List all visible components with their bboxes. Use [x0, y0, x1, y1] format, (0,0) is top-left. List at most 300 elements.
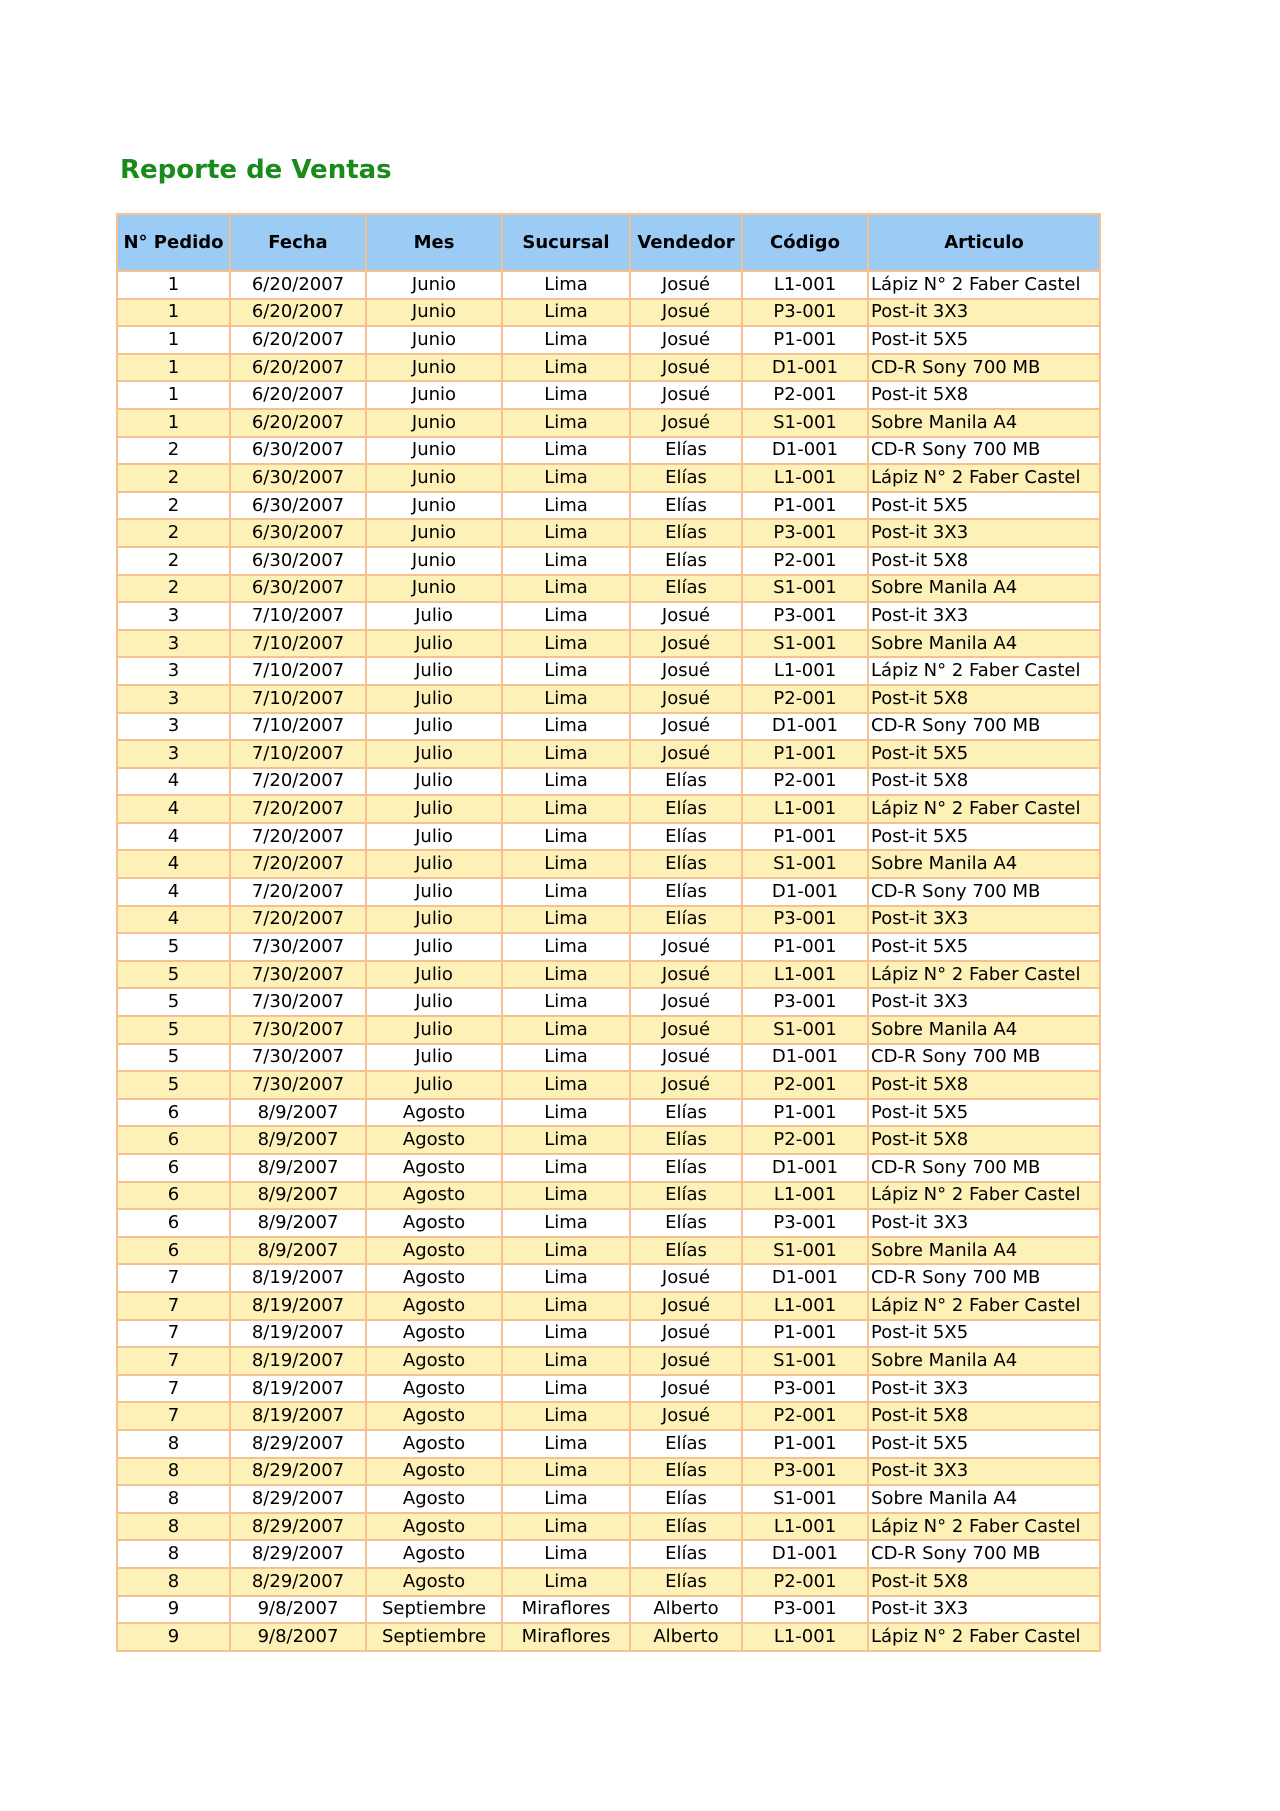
- cell-articulo: Post-it 5X8: [868, 381, 1100, 409]
- cell-articulo: Sobre Manila A4: [868, 850, 1100, 878]
- cell-sucursal: Lima: [502, 575, 630, 603]
- table-row: [117, 547, 1100, 575]
- table-row: [117, 381, 1100, 409]
- cell-vendedor: Josué: [630, 409, 742, 437]
- table-row: [117, 602, 1100, 630]
- cell-fecha: 7/10/2007: [230, 602, 366, 630]
- table-row: [117, 1347, 1100, 1375]
- cell-codigo: L1-001: [742, 961, 868, 989]
- cell-n-pedido: 1: [117, 326, 230, 354]
- cell-vendedor: Josué: [630, 1071, 742, 1099]
- table-row: [117, 630, 1100, 658]
- cell-sucursal: Lima: [502, 1209, 630, 1237]
- cell-n-pedido: 7: [117, 1375, 230, 1403]
- cell-sucursal: Lima: [502, 988, 630, 1016]
- cell-articulo: Lápiz N° 2 Faber Castel: [868, 1513, 1100, 1541]
- cell-n-pedido: 3: [117, 630, 230, 658]
- cell-codigo: P1-001: [742, 1430, 868, 1458]
- cell-articulo: CD-R Sony 700 MB: [868, 1540, 1100, 1568]
- cell-vendedor: Josué: [630, 1375, 742, 1403]
- cell-vendedor: Josué: [630, 933, 742, 961]
- cell-mes: Julio: [366, 933, 502, 961]
- cell-articulo: Post-it 5X8: [868, 547, 1100, 575]
- cell-fecha: 8/19/2007: [230, 1347, 366, 1375]
- cell-fecha: 8/9/2007: [230, 1237, 366, 1265]
- cell-vendedor: Elías: [630, 1154, 742, 1182]
- cell-mes: Agosto: [366, 1513, 502, 1541]
- cell-fecha: 6/30/2007: [230, 547, 366, 575]
- cell-mes: Julio: [366, 713, 502, 741]
- cell-codigo: S1-001: [742, 1485, 868, 1513]
- cell-fecha: 7/20/2007: [230, 795, 366, 823]
- cell-sucursal: Lima: [502, 1264, 630, 1292]
- cell-sucursal: Lima: [502, 381, 630, 409]
- cell-vendedor: Josué: [630, 299, 742, 327]
- cell-articulo: Post-it 5X8: [868, 1568, 1100, 1596]
- cell-n-pedido: 1: [117, 409, 230, 437]
- cell-articulo: Sobre Manila A4: [868, 1237, 1100, 1265]
- header-fecha: Fecha: [230, 214, 366, 271]
- cell-fecha: 7/20/2007: [230, 768, 366, 796]
- cell-sucursal: Miraflores: [502, 1596, 630, 1624]
- table-row: [117, 326, 1100, 354]
- cell-articulo: Post-it 5X5: [868, 1320, 1100, 1348]
- cell-mes: Julio: [366, 768, 502, 796]
- cell-sucursal: Lima: [502, 850, 630, 878]
- cell-fecha: 6/30/2007: [230, 519, 366, 547]
- table-body: [117, 271, 1100, 1651]
- cell-articulo: Sobre Manila A4: [868, 409, 1100, 437]
- cell-fecha: 8/19/2007: [230, 1292, 366, 1320]
- cell-vendedor: Elías: [630, 850, 742, 878]
- cell-fecha: 7/20/2007: [230, 850, 366, 878]
- cell-vendedor: Josué: [630, 1016, 742, 1044]
- cell-mes: Agosto: [366, 1430, 502, 1458]
- cell-vendedor: Elías: [630, 519, 742, 547]
- cell-mes: Agosto: [366, 1375, 502, 1403]
- cell-fecha: 8/9/2007: [230, 1126, 366, 1154]
- cell-sucursal: Lima: [502, 1044, 630, 1072]
- cell-n-pedido: 8: [117, 1458, 230, 1486]
- table-row: [117, 768, 1100, 796]
- cell-articulo: Lápiz N° 2 Faber Castel: [868, 795, 1100, 823]
- table-row: [117, 1237, 1100, 1265]
- cell-fecha: 6/30/2007: [230, 575, 366, 603]
- cell-codigo: P1-001: [742, 1099, 868, 1127]
- table-row: [117, 1264, 1100, 1292]
- page-title: Reporte de Ventas: [120, 155, 392, 185]
- cell-codigo: L1-001: [742, 1623, 868, 1651]
- cell-mes: Junio: [366, 547, 502, 575]
- cell-n-pedido: 8: [117, 1485, 230, 1513]
- cell-sucursal: Lima: [502, 906, 630, 934]
- cell-vendedor: Alberto: [630, 1596, 742, 1624]
- cell-sucursal: Lima: [502, 1485, 630, 1513]
- cell-n-pedido: 5: [117, 1044, 230, 1072]
- cell-codigo: P3-001: [742, 1458, 868, 1486]
- cell-codigo: P2-001: [742, 1126, 868, 1154]
- cell-sucursal: Lima: [502, 1568, 630, 1596]
- cell-vendedor: Elías: [630, 437, 742, 465]
- cell-articulo: Post-it 5X5: [868, 823, 1100, 851]
- cell-vendedor: Elías: [630, 492, 742, 520]
- cell-mes: Julio: [366, 795, 502, 823]
- cell-sucursal: Lima: [502, 823, 630, 851]
- cell-codigo: S1-001: [742, 1347, 868, 1375]
- table-row: [117, 850, 1100, 878]
- table-row: [117, 1623, 1100, 1651]
- cell-fecha: 6/30/2007: [230, 437, 366, 465]
- cell-fecha: 7/20/2007: [230, 906, 366, 934]
- cell-fecha: 8/9/2007: [230, 1154, 366, 1182]
- cell-mes: Julio: [366, 850, 502, 878]
- cell-n-pedido: 4: [117, 850, 230, 878]
- cell-vendedor: Elías: [630, 1182, 742, 1210]
- cell-sucursal: Lima: [502, 409, 630, 437]
- cell-sucursal: Lima: [502, 795, 630, 823]
- cell-vendedor: Josué: [630, 988, 742, 1016]
- cell-n-pedido: 7: [117, 1264, 230, 1292]
- cell-sucursal: Lima: [502, 326, 630, 354]
- cell-articulo: Sobre Manila A4: [868, 1485, 1100, 1513]
- cell-mes: Agosto: [366, 1292, 502, 1320]
- cell-mes: Septiembre: [366, 1596, 502, 1624]
- cell-mes: Agosto: [366, 1209, 502, 1237]
- cell-codigo: P2-001: [742, 768, 868, 796]
- table-row: [117, 823, 1100, 851]
- cell-sucursal: Lima: [502, 657, 630, 685]
- cell-sucursal: Lima: [502, 685, 630, 713]
- cell-n-pedido: 6: [117, 1099, 230, 1127]
- cell-n-pedido: 5: [117, 933, 230, 961]
- cell-vendedor: Josué: [630, 1264, 742, 1292]
- cell-fecha: 8/9/2007: [230, 1209, 366, 1237]
- cell-fecha: 8/19/2007: [230, 1375, 366, 1403]
- cell-articulo: CD-R Sony 700 MB: [868, 878, 1100, 906]
- cell-codigo: S1-001: [742, 1016, 868, 1044]
- table-row: [117, 713, 1100, 741]
- cell-mes: Julio: [366, 1044, 502, 1072]
- cell-vendedor: Elías: [630, 464, 742, 492]
- cell-articulo: Post-it 3X3: [868, 519, 1100, 547]
- cell-codigo: P3-001: [742, 1209, 868, 1237]
- cell-fecha: 7/30/2007: [230, 1071, 366, 1099]
- cell-codigo: P3-001: [742, 602, 868, 630]
- cell-fecha: 8/9/2007: [230, 1182, 366, 1210]
- cell-codigo: P1-001: [742, 326, 868, 354]
- cell-sucursal: Lima: [502, 1375, 630, 1403]
- cell-articulo: Lápiz N° 2 Faber Castel: [868, 464, 1100, 492]
- cell-fecha: 8/9/2007: [230, 1099, 366, 1127]
- cell-mes: Julio: [366, 685, 502, 713]
- cell-sucursal: Lima: [502, 1016, 630, 1044]
- table-row: [117, 1016, 1100, 1044]
- cell-codigo: P1-001: [742, 740, 868, 768]
- table-row: [117, 1485, 1100, 1513]
- cell-codigo: P3-001: [742, 299, 868, 327]
- cell-n-pedido: 1: [117, 354, 230, 382]
- table-row: [117, 1458, 1100, 1486]
- cell-vendedor: Elías: [630, 768, 742, 796]
- cell-vendedor: Josué: [630, 630, 742, 658]
- cell-fecha: 7/30/2007: [230, 1016, 366, 1044]
- cell-codigo: L1-001: [742, 1182, 868, 1210]
- cell-n-pedido: 4: [117, 878, 230, 906]
- cell-n-pedido: 5: [117, 1071, 230, 1099]
- cell-sucursal: Lima: [502, 519, 630, 547]
- cell-n-pedido: 5: [117, 961, 230, 989]
- table-row: [117, 961, 1100, 989]
- cell-sucursal: Lima: [502, 1071, 630, 1099]
- cell-n-pedido: 2: [117, 519, 230, 547]
- cell-codigo: D1-001: [742, 1264, 868, 1292]
- table-row: [117, 1320, 1100, 1348]
- cell-sucursal: Lima: [502, 740, 630, 768]
- cell-articulo: Post-it 5X5: [868, 933, 1100, 961]
- cell-codigo: P1-001: [742, 933, 868, 961]
- cell-n-pedido: 8: [117, 1513, 230, 1541]
- cell-fecha: 8/29/2007: [230, 1485, 366, 1513]
- cell-mes: Julio: [366, 1071, 502, 1099]
- cell-vendedor: Josué: [630, 602, 742, 630]
- cell-articulo: Post-it 5X5: [868, 492, 1100, 520]
- cell-mes: Agosto: [366, 1540, 502, 1568]
- header-codigo: Código: [742, 214, 868, 271]
- cell-mes: Agosto: [366, 1402, 502, 1430]
- table-row: [117, 1182, 1100, 1210]
- cell-n-pedido: 4: [117, 823, 230, 851]
- cell-n-pedido: 3: [117, 685, 230, 713]
- cell-n-pedido: 3: [117, 657, 230, 685]
- cell-codigo: D1-001: [742, 713, 868, 741]
- cell-n-pedido: 5: [117, 988, 230, 1016]
- cell-mes: Agosto: [366, 1099, 502, 1127]
- cell-codigo: S1-001: [742, 575, 868, 603]
- table-row: [117, 1513, 1100, 1541]
- cell-codigo: D1-001: [742, 1540, 868, 1568]
- cell-vendedor: Elías: [630, 823, 742, 851]
- cell-mes: Julio: [366, 740, 502, 768]
- cell-fecha: 7/30/2007: [230, 961, 366, 989]
- cell-n-pedido: 6: [117, 1154, 230, 1182]
- cell-n-pedido: 4: [117, 906, 230, 934]
- cell-articulo: Lápiz N° 2 Faber Castel: [868, 657, 1100, 685]
- table-row: [117, 575, 1100, 603]
- table-row: [117, 464, 1100, 492]
- cell-n-pedido: 6: [117, 1126, 230, 1154]
- cell-mes: Junio: [366, 437, 502, 465]
- cell-codigo: D1-001: [742, 437, 868, 465]
- cell-articulo: Post-it 5X5: [868, 1099, 1100, 1127]
- table-row: [117, 492, 1100, 520]
- cell-articulo: CD-R Sony 700 MB: [868, 354, 1100, 382]
- cell-sucursal: Lima: [502, 1347, 630, 1375]
- cell-articulo: Post-it 5X5: [868, 1430, 1100, 1458]
- table-row: [117, 685, 1100, 713]
- cell-fecha: 6/20/2007: [230, 409, 366, 437]
- cell-fecha: 8/19/2007: [230, 1264, 366, 1292]
- cell-articulo: Sobre Manila A4: [868, 1016, 1100, 1044]
- table-row: [117, 1154, 1100, 1182]
- cell-n-pedido: 6: [117, 1182, 230, 1210]
- cell-n-pedido: 3: [117, 713, 230, 741]
- cell-vendedor: Josué: [630, 381, 742, 409]
- cell-vendedor: Elías: [630, 1485, 742, 1513]
- cell-articulo: Lápiz N° 2 Faber Castel: [868, 961, 1100, 989]
- cell-sucursal: Lima: [502, 933, 630, 961]
- cell-n-pedido: 6: [117, 1209, 230, 1237]
- header-articulo: Articulo: [868, 214, 1100, 271]
- cell-fecha: 7/10/2007: [230, 657, 366, 685]
- cell-codigo: L1-001: [742, 1513, 868, 1541]
- cell-n-pedido: 2: [117, 437, 230, 465]
- cell-codigo: L1-001: [742, 271, 868, 299]
- cell-sucursal: Lima: [502, 1292, 630, 1320]
- cell-mes: Julio: [366, 630, 502, 658]
- cell-articulo: CD-R Sony 700 MB: [868, 1154, 1100, 1182]
- cell-n-pedido: 7: [117, 1320, 230, 1348]
- cell-fecha: 8/19/2007: [230, 1320, 366, 1348]
- table-row: [117, 1292, 1100, 1320]
- cell-codigo: P3-001: [742, 1596, 868, 1624]
- cell-n-pedido: 8: [117, 1540, 230, 1568]
- cell-n-pedido: 9: [117, 1623, 230, 1651]
- cell-articulo: Post-it 5X8: [868, 1126, 1100, 1154]
- table-row: [117, 437, 1100, 465]
- cell-codigo: S1-001: [742, 630, 868, 658]
- cell-articulo: Post-it 3X3: [868, 299, 1100, 327]
- cell-codigo: D1-001: [742, 878, 868, 906]
- cell-sucursal: Lima: [502, 354, 630, 382]
- cell-mes: Julio: [366, 657, 502, 685]
- table-row: [117, 1071, 1100, 1099]
- cell-mes: Agosto: [366, 1458, 502, 1486]
- cell-articulo: Post-it 5X5: [868, 740, 1100, 768]
- cell-n-pedido: 3: [117, 740, 230, 768]
- cell-sucursal: Lima: [502, 878, 630, 906]
- cell-articulo: Post-it 5X8: [868, 685, 1100, 713]
- cell-n-pedido: 8: [117, 1430, 230, 1458]
- cell-n-pedido: 5: [117, 1016, 230, 1044]
- table-row: [117, 1209, 1100, 1237]
- cell-mes: Julio: [366, 961, 502, 989]
- cell-vendedor: Josué: [630, 740, 742, 768]
- cell-codigo: P1-001: [742, 492, 868, 520]
- cell-fecha: 6/30/2007: [230, 464, 366, 492]
- cell-sucursal: Lima: [502, 1402, 630, 1430]
- cell-fecha: 7/20/2007: [230, 823, 366, 851]
- cell-fecha: 8/29/2007: [230, 1513, 366, 1541]
- header-n-pedido: N° Pedido: [117, 214, 230, 271]
- cell-mes: Agosto: [366, 1237, 502, 1265]
- cell-vendedor: Josué: [630, 271, 742, 299]
- cell-fecha: 8/29/2007: [230, 1430, 366, 1458]
- cell-articulo: CD-R Sony 700 MB: [868, 1044, 1100, 1072]
- cell-vendedor: Elías: [630, 906, 742, 934]
- cell-vendedor: Elías: [630, 1237, 742, 1265]
- cell-sucursal: Lima: [502, 630, 630, 658]
- cell-articulo: Lápiz N° 2 Faber Castel: [868, 1623, 1100, 1651]
- table-row: [117, 409, 1100, 437]
- cell-articulo: Post-it 5X5: [868, 326, 1100, 354]
- cell-mes: Junio: [366, 464, 502, 492]
- cell-n-pedido: 3: [117, 602, 230, 630]
- cell-fecha: 8/29/2007: [230, 1540, 366, 1568]
- cell-fecha: 7/20/2007: [230, 878, 366, 906]
- cell-mes: Agosto: [366, 1182, 502, 1210]
- cell-articulo: Post-it 3X3: [868, 1458, 1100, 1486]
- cell-n-pedido: 2: [117, 464, 230, 492]
- cell-articulo: Post-it 3X3: [868, 1209, 1100, 1237]
- cell-vendedor: Josué: [630, 354, 742, 382]
- header-mes: Mes: [366, 214, 502, 271]
- cell-sucursal: Lima: [502, 299, 630, 327]
- cell-sucursal: Lima: [502, 271, 630, 299]
- cell-n-pedido: 7: [117, 1402, 230, 1430]
- cell-vendedor: Josué: [630, 657, 742, 685]
- table-row: [117, 906, 1100, 934]
- cell-mes: Junio: [366, 575, 502, 603]
- cell-fecha: 8/29/2007: [230, 1568, 366, 1596]
- cell-mes: Junio: [366, 354, 502, 382]
- cell-articulo: CD-R Sony 700 MB: [868, 437, 1100, 465]
- cell-sucursal: Lima: [502, 1513, 630, 1541]
- cell-n-pedido: 6: [117, 1237, 230, 1265]
- cell-codigo: P1-001: [742, 1320, 868, 1348]
- cell-fecha: 6/20/2007: [230, 299, 366, 327]
- table-row: [117, 1402, 1100, 1430]
- cell-vendedor: Elías: [630, 1099, 742, 1127]
- cell-n-pedido: 7: [117, 1292, 230, 1320]
- cell-sucursal: Miraflores: [502, 1623, 630, 1651]
- cell-n-pedido: 2: [117, 547, 230, 575]
- cell-mes: Julio: [366, 906, 502, 934]
- table-row: [117, 1596, 1100, 1624]
- cell-vendedor: Josué: [630, 1044, 742, 1072]
- cell-sucursal: Lima: [502, 1430, 630, 1458]
- cell-n-pedido: 2: [117, 575, 230, 603]
- table-header-row: [117, 214, 1100, 271]
- cell-articulo: Sobre Manila A4: [868, 1347, 1100, 1375]
- cell-codigo: L1-001: [742, 795, 868, 823]
- cell-codigo: P2-001: [742, 1071, 868, 1099]
- cell-articulo: Post-it 3X3: [868, 1596, 1100, 1624]
- table-row: [117, 1099, 1100, 1127]
- cell-fecha: 7/10/2007: [230, 740, 366, 768]
- cell-mes: Junio: [366, 381, 502, 409]
- cell-articulo: CD-R Sony 700 MB: [868, 713, 1100, 741]
- cell-fecha: 8/29/2007: [230, 1458, 366, 1486]
- cell-articulo: Post-it 3X3: [868, 1375, 1100, 1403]
- cell-vendedor: Josué: [630, 713, 742, 741]
- cell-codigo: P2-001: [742, 685, 868, 713]
- cell-codigo: P3-001: [742, 1375, 868, 1403]
- cell-codigo: S1-001: [742, 409, 868, 437]
- cell-mes: Septiembre: [366, 1623, 502, 1651]
- cell-codigo: P3-001: [742, 519, 868, 547]
- cell-fecha: 9/8/2007: [230, 1596, 366, 1624]
- table-row: [117, 795, 1100, 823]
- table-row: [117, 1375, 1100, 1403]
- cell-vendedor: Alberto: [630, 1623, 742, 1651]
- cell-articulo: Post-it 5X8: [868, 1402, 1100, 1430]
- cell-sucursal: Lima: [502, 464, 630, 492]
- cell-vendedor: Elías: [630, 547, 742, 575]
- cell-sucursal: Lima: [502, 961, 630, 989]
- cell-n-pedido: 7: [117, 1347, 230, 1375]
- cell-articulo: Post-it 5X8: [868, 768, 1100, 796]
- cell-vendedor: Josué: [630, 326, 742, 354]
